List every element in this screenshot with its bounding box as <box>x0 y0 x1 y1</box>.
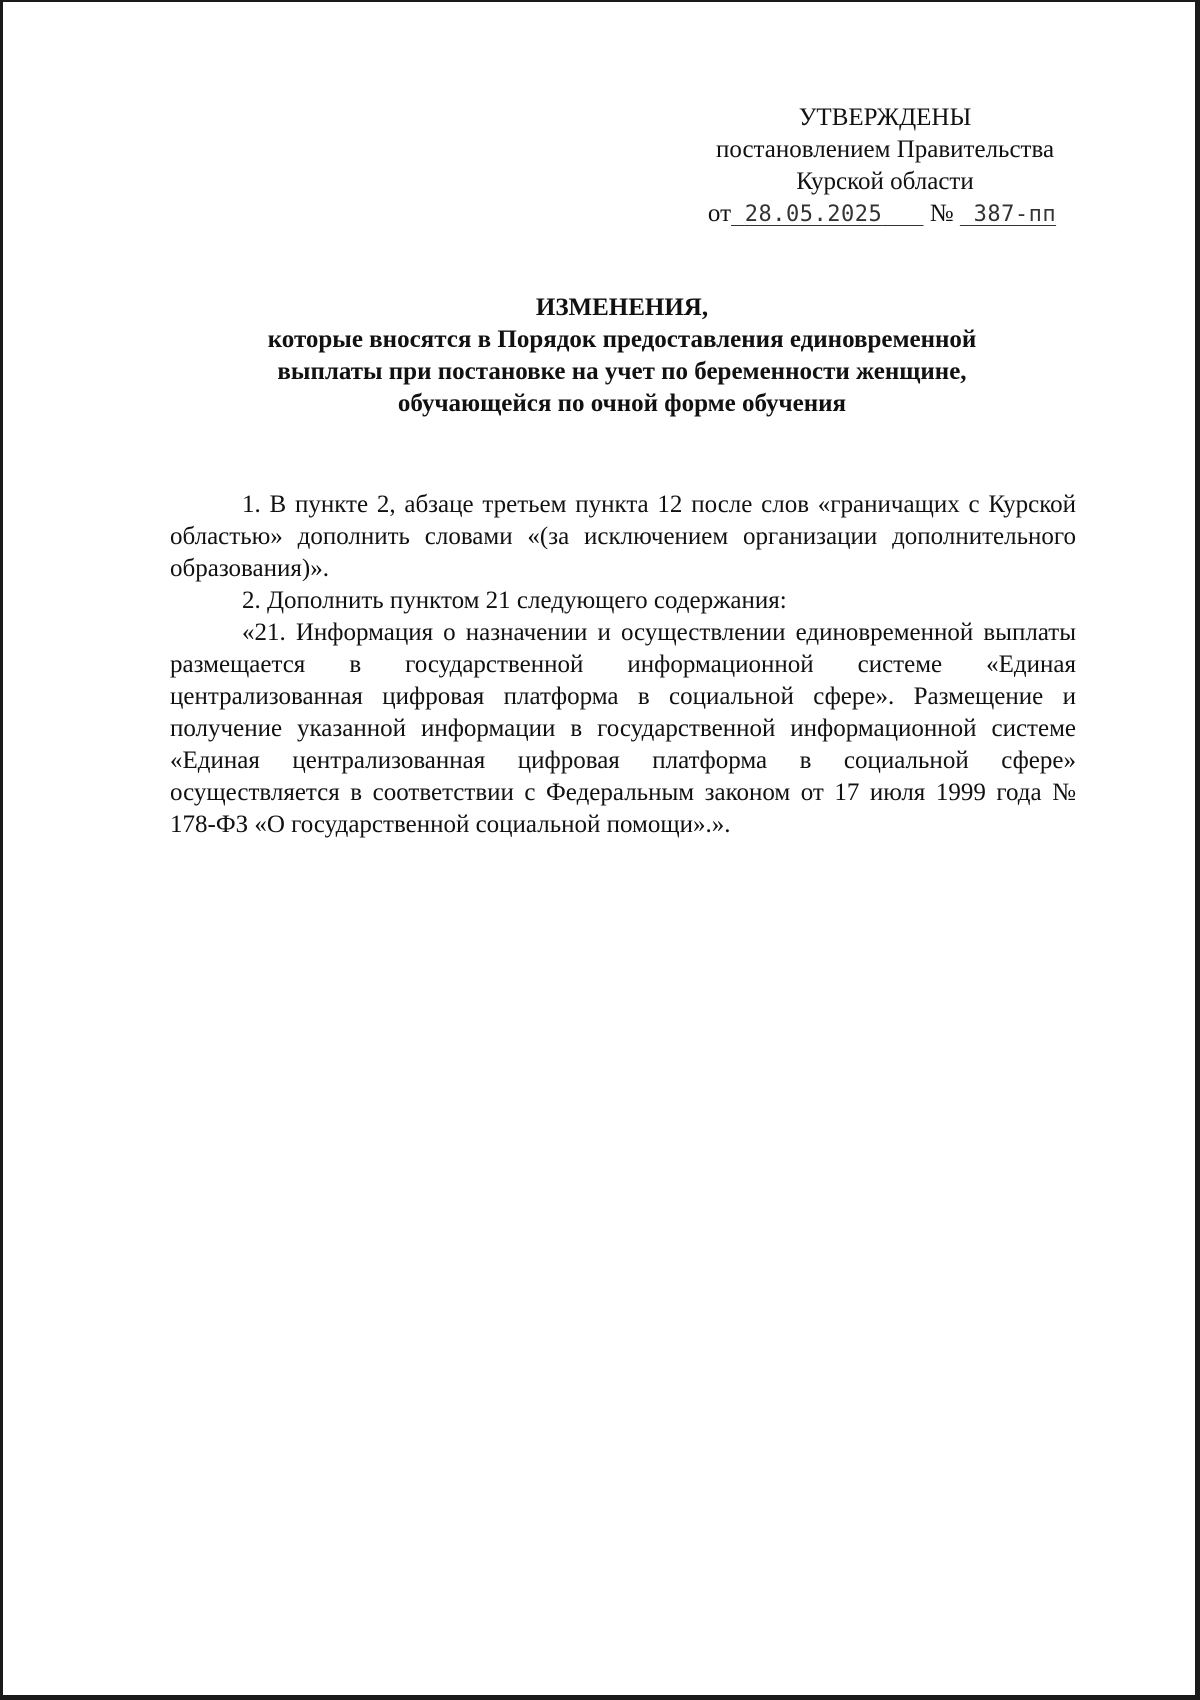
approval-stamp-block <box>690 102 1080 231</box>
paragraph-2: 2. Дополнить пунктом 21 следующего содержания: <box>242 587 787 614</box>
document-heading <box>170 292 1074 420</box>
document-date: 28.05.2025 <box>744 202 883 227</box>
document-number: 387-пп <box>973 202 1057 227</box>
approval-date-line <box>684 198 1080 231</box>
approval-title: УТВЕРЖДЕНЫ <box>798 104 972 131</box>
heading-line-2: выплаты при постановке на учет по беременности женщине, <box>277 358 967 385</box>
document-body <box>170 489 1076 841</box>
heading-line-1: которые вносятся в Порядок предоставления единовременной <box>267 326 977 353</box>
heading-line-3: обучающейся по очной форме обучения <box>397 390 847 417</box>
approval-region: Курской области <box>796 168 974 195</box>
approval-authority: постановлением Правительства <box>715 136 1055 163</box>
date-prefix: от <box>707 200 732 227</box>
paragraph-1: 1. В пункте 2, абзаце третьем пункта 12 после слов «граничащих с Курской областью» дополнить словами «(за исключением организации дополнительного образования)». <box>170 491 1076 582</box>
number-prefix: № <box>929 200 954 227</box>
paragraph-3: «21. Информация о назначении и осуществлении единовременной выплаты размещается в государственной информационной системе «Единая централизованная цифровая платформа в социальной сфере». Размещение и получение указанной информации в государственной информационной системе «Единая централизованная цифровая платформа в социальной сфере» осуществляется в соответствии с Федеральным законом от 17 июля 1999 года № 178-ФЗ «О государственной социальной помощи».». <box>170 619 1076 838</box>
heading-title: ИЗМЕНЕНИЯ, <box>535 294 709 321</box>
